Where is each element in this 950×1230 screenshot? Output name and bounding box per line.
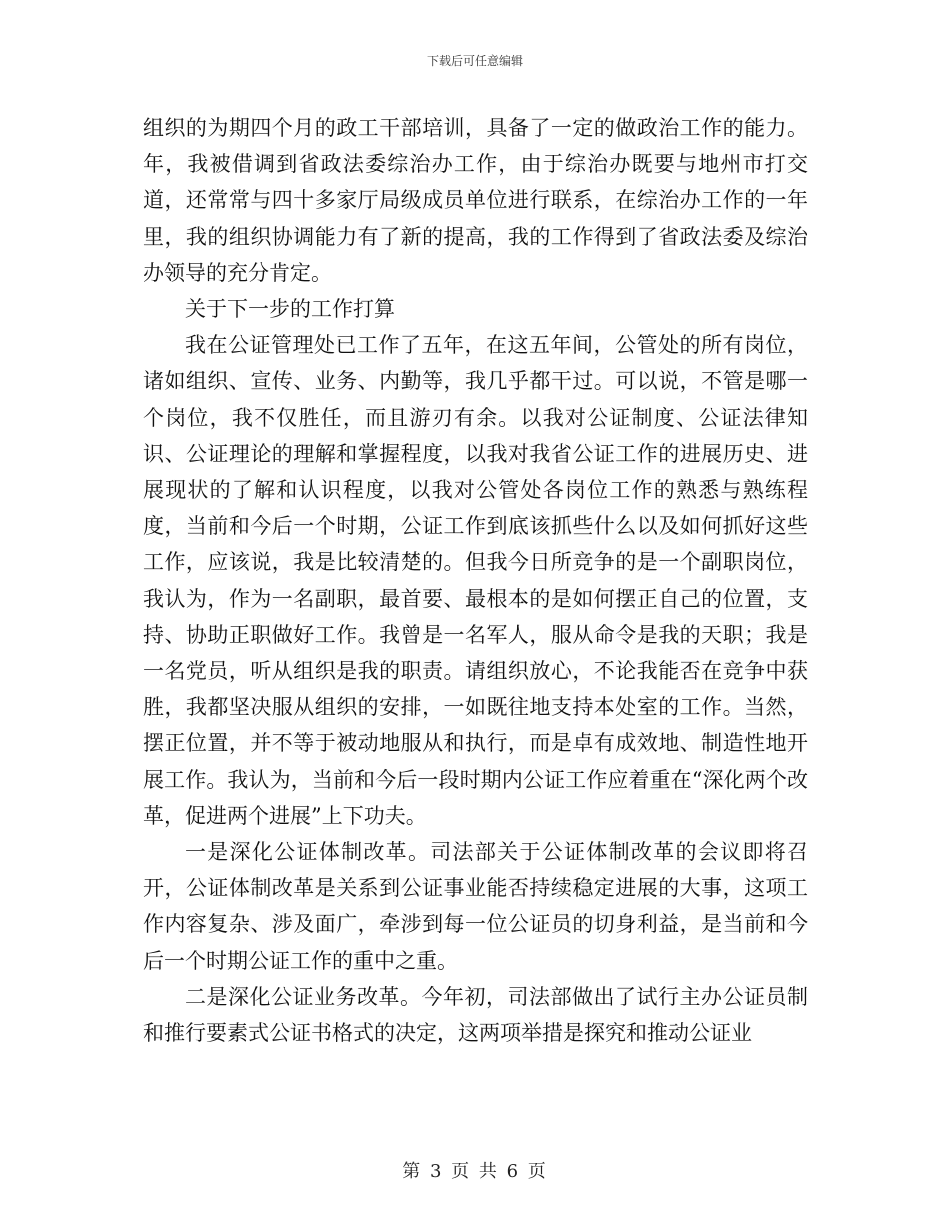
paragraph-3: 一是深化公证体制改革。司法部关于公证体制改革的会议即将召开，公证体制改革是关系到公证事业能否持续稳定进展的大事，这项工作内容复杂、涉及面广，牵涉到每一位公证员的切身利益，是当前和今后一个时期公证工作的重中之重。 [143, 840, 808, 973]
paragraph-4: 二是深化公证业务改革。今年初，司法部做出了试行主办公证员制和推行要素式公证书格式的决定，这两项举措是探究和推动公证业 [143, 984, 808, 1046]
page-header: 下载后可任意编辑 [426, 54, 523, 68]
paragraph-1: 组织的为期四个月的政工干部培训，具备了一定的做政治工作的能力。年，我被借调到省政法委综治办工作，由于综治办既要与地州市打交道，还常常与四十多家厅局级成员单位进行联系，在综治办工作的一年里，我的组织协调能力有了新的提高，我的工作得到了省政法委及综治办领导的充分肯定。 [143, 116, 808, 285]
page-number: 第 3 页 共 6 页 [402, 1161, 548, 1182]
document-body [143, 110, 808, 1051]
paragraph-2: 我在公证管理处已工作了五年，在这五年间，公管处的所有岗位，诸如组织、宣传、业务、内勤等，我几乎都干过。可以说，不管是哪一个岗位，我不仅胜任，而且游刃有余。以我对公证制度、公证法律知识、公证理论的理解和掌握程度，以我对我省公证工作的进展历史、进展现状的了解和认识程度，以我对公管处各岗位工作的熟悉与熟练程度，当前和今后一个时期，公证工作到底该抓些什么以及如何抓好这些工作，应该说，我是比较清楚的。但我今日所竞争的是一个副职岗位，我认为，作为一名副职，最首要、最根本的是如何摆正自己的位置，支持、协助正职做好工作。我曾是一名军人，服从命令是我的天职；我是一名党员，听从组织是我的职责。请组织放心，不论我能否在竞争中获胜，我都坚决服从组织的安排，一如既往地支持本处室的工作。当然，摆正位置，并不等于被动地服从和执行，而是卓有成效地、制造性地开展工作。我认为，当前和今后一段时期内公证工作应着重在“深化两个改革，促进两个进展”上下功夫。 [143, 333, 808, 828]
section-heading: 关于下一步的工作打算 [185, 297, 395, 322]
